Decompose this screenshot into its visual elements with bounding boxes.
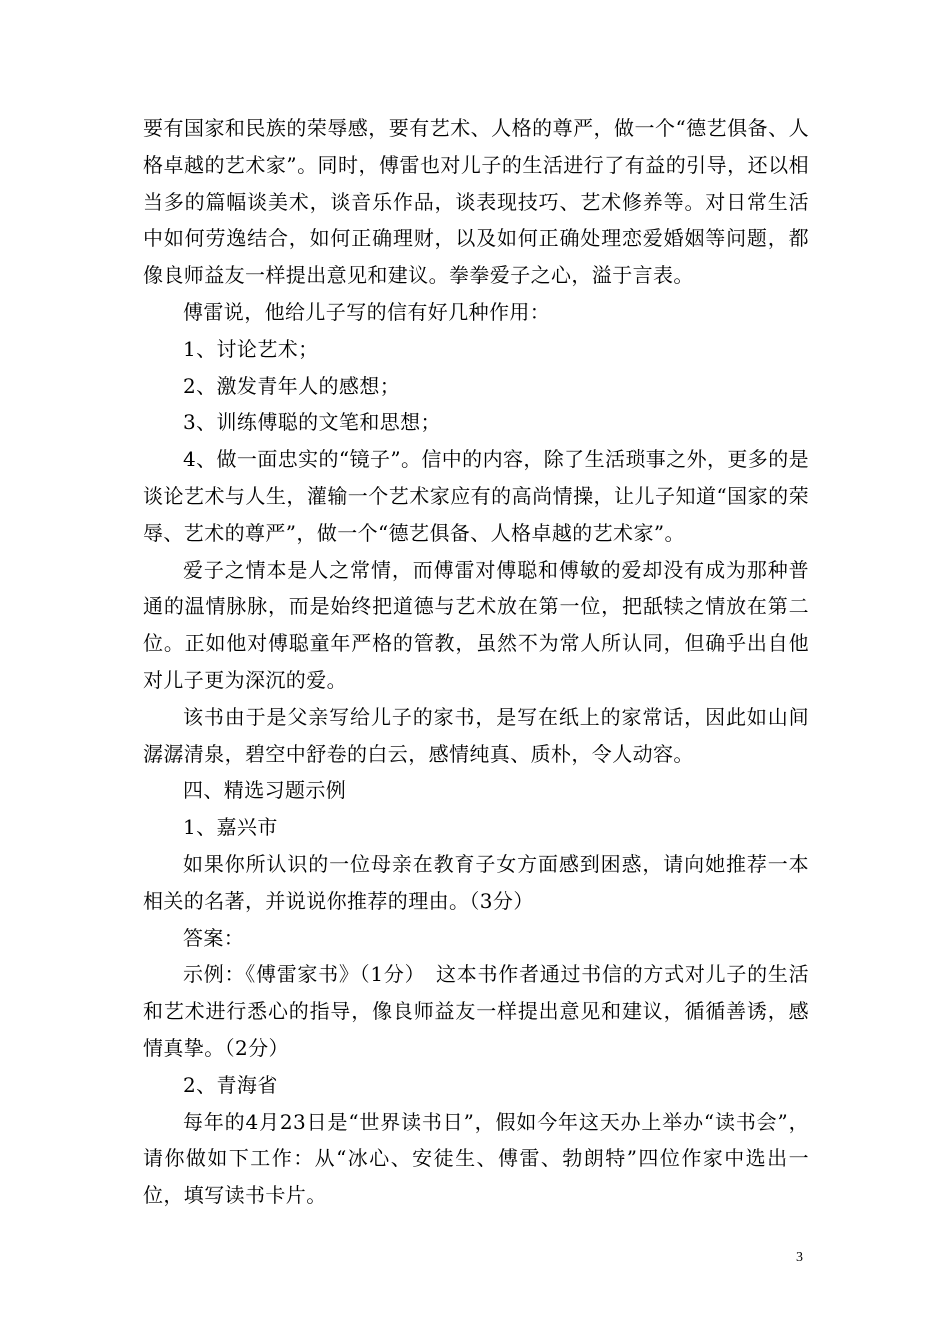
paragraph: 爱子之情本是人之常情，而傅雷对傅聪和傅敏的爱却没有成为那种普通的温情脉脉，而是始终把道德与艺术放在第一位，把舐犊之情放在第二位。正如他对傅聪童年严格的管教，虽然不为常人所认同，但确乎出自他对儿子更为深沉的爱。 xyxy=(143,557,809,692)
list-item: 1、讨论艺术； xyxy=(183,336,319,361)
list-item: 4、做一面忠实的“镜子”。信中的内容，除了生活琐事之外，更多的是谈论艺术与人生，灌输一个艺术家应有的高尚情操，让儿子知道“国家的荣辱、艺术的尊严”，做一个“德艺俱备、人格卓越的艺术家”。 xyxy=(143,447,809,545)
list-item: 2、激发青年人的感想； xyxy=(183,373,401,398)
paragraph: 要有国家和民族的荣辱感，要有艺术、人格的尊严，做一个“德艺俱备、人格卓越的艺术家”。同时，傅雷也对儿子的生活进行了有益的引导，还以相当多的篇幅谈美术，谈音乐作品，谈表现技巧、艺术修养等。对日常生活中如何劳逸结合，如何正确理财，以及如何正确处理恋爱婚姻等问题，都像良师益友一样提出意见和建议。拳拳爱子之心，溢于言表。 xyxy=(143,116,809,288)
answer-text: 示例：《傅雷家书》（1分） 这本书作者通过书信的方式对儿子的生活和艺术进行悉心的指导，像良师益友一样提出意见和建议，循循善诱，感情真挚。（2分） xyxy=(143,962,809,1060)
exercise-question: 每年的4月23日是“世界读书日”，假如今年这天办上举办“读书会”，请你做如下工作：从“冰心、安徒生、傅雷、勃朗特”四位作家中选出一位，填写读书卡片。 xyxy=(143,1109,809,1208)
paragraph: 该书由于是父亲写给儿子的家书，是写在纸上的家常话，因此如山间潺潺清泉，碧空中舒卷的白云，感情纯真、质朴，令人动容。 xyxy=(143,704,809,766)
document-body xyxy=(143,110,809,1214)
list-item: 3、训练傅聪的文笔和思想； xyxy=(183,410,441,435)
exercise-question: 如果你所认识的一位母亲在教育子女方面感到困惑，请向她推荐一本相关的名著，并说说你推荐的理由。（3分） xyxy=(143,851,809,913)
page-number: 3 xyxy=(796,1250,803,1265)
answer-label: 答案： xyxy=(183,925,245,950)
exercise-heading: 1、嘉兴市 xyxy=(183,815,278,840)
section-heading: 四、精选习题示例 xyxy=(183,778,347,803)
exercise-heading: 2、青海省 xyxy=(183,1072,278,1097)
paragraph: 傅雷说，他给儿子写的信有好几种作用： xyxy=(183,299,551,324)
